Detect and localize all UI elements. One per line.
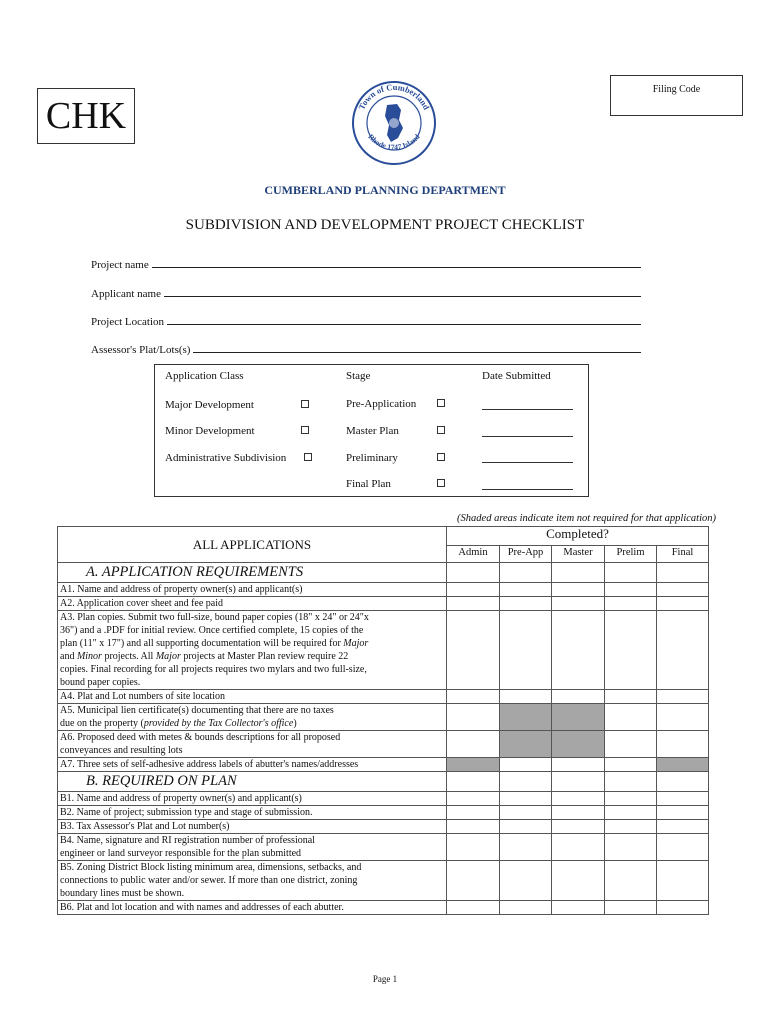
check-cell[interactable] — [552, 583, 605, 597]
item-a2: A2. Application cover sheet and fee paid — [58, 597, 447, 611]
check-cell[interactable] — [447, 806, 500, 820]
section-b-title: B. REQUIRED ON PLAN — [58, 772, 447, 792]
check-cell[interactable] — [552, 820, 605, 834]
check-cell[interactable] — [657, 901, 709, 915]
check-cell[interactable] — [500, 834, 552, 861]
a3-line: bound paper copies. — [60, 677, 141, 688]
table-row — [58, 901, 709, 915]
a3-italic: Major — [155, 651, 181, 662]
town-seal-logo — [351, 80, 437, 166]
shaded-cell — [552, 704, 605, 731]
check-cell[interactable] — [605, 583, 657, 597]
check-cell[interactable] — [657, 820, 709, 834]
check-cell[interactable] — [552, 758, 605, 772]
item-a4: A4. Plat and Lot numbers of site location — [58, 690, 447, 704]
check-cell[interactable] — [447, 861, 500, 901]
applicant-name-field[interactable] — [91, 284, 641, 300]
check-cell[interactable] — [552, 690, 605, 704]
check-cell[interactable] — [447, 597, 500, 611]
item-b3: B3. Tax Assessor's Plat and Lot number(s) — [58, 820, 447, 834]
a3-text: plan (11" x 17") and all supporting documentation will be required for — [60, 638, 344, 649]
department-name: CUMBERLAND PLANNING DEPARTMENT — [264, 183, 506, 197]
shaded-cell — [657, 758, 709, 772]
item-a6 — [58, 731, 447, 758]
stage-preapp-checkbox[interactable] — [437, 399, 445, 407]
a3-text: and — [60, 651, 77, 662]
applicant-name-label: Applicant name — [91, 288, 161, 300]
project-name-field[interactable] — [91, 255, 641, 271]
check-cell[interactable] — [657, 731, 709, 758]
prelim-header: Prelim — [605, 546, 657, 563]
table-row — [58, 792, 709, 806]
check-cell[interactable] — [605, 834, 657, 861]
stage-final-checkbox[interactable] — [437, 479, 445, 487]
table-row — [58, 731, 709, 758]
check-cell[interactable] — [500, 901, 552, 915]
item-a1: A1. Name and address of property owner(s) and applicant(s) — [58, 583, 447, 597]
application-class-header: Application Class — [165, 370, 244, 382]
table-header-row — [58, 527, 709, 546]
table-row — [58, 806, 709, 820]
table-row — [58, 704, 709, 731]
svg-text:Rhode 1747 Island: Rhode 1747 Island — [366, 132, 422, 152]
project-name-label: Project name — [91, 259, 149, 271]
check-cell[interactable] — [447, 820, 500, 834]
item-a5 — [58, 704, 447, 731]
check-cell[interactable] — [500, 792, 552, 806]
check-cell[interactable] — [447, 704, 500, 731]
b5-line: connections to public water and/or sewer. If more than one district, zoning — [60, 875, 358, 886]
a3-line: 36") and a .PDF for initial review. Once certified complete, 15 copies of the — [60, 625, 364, 636]
table-row — [58, 690, 709, 704]
class-minor-checkbox[interactable] — [301, 426, 309, 434]
class-major-label: Major Development — [165, 399, 254, 411]
check-cell[interactable] — [552, 861, 605, 901]
a5-text: ) — [293, 718, 297, 729]
check-cell[interactable] — [447, 792, 500, 806]
project-location-label: Project Location — [91, 316, 165, 328]
check-cell[interactable] — [447, 690, 500, 704]
check-cell[interactable] — [605, 861, 657, 901]
checklist-table — [57, 526, 709, 915]
class-minor-label: Minor Development — [165, 425, 255, 437]
check-cell[interactable] — [500, 806, 552, 820]
check-cell[interactable] — [552, 611, 605, 690]
stage-header: Stage — [346, 370, 371, 382]
check-cell[interactable] — [552, 834, 605, 861]
project-location-field[interactable] — [91, 312, 641, 328]
check-cell[interactable] — [657, 861, 709, 901]
assessors-plat-label: Assessor's Plat/Lots(s) — [91, 344, 191, 356]
a5-line: A5. Municipal lien certificate(s) documenting that there are no taxes — [60, 705, 334, 716]
check-cell[interactable] — [605, 690, 657, 704]
check-cell[interactable] — [657, 834, 709, 861]
filing-code-box[interactable] — [610, 75, 743, 116]
shaded-cell — [552, 731, 605, 758]
check-cell[interactable] — [605, 597, 657, 611]
check-cell[interactable] — [657, 792, 709, 806]
section-a-title: A. APPLICATION REQUIREMENTS — [58, 563, 447, 583]
check-cell[interactable] — [500, 690, 552, 704]
table-row — [58, 834, 709, 861]
b5-line: boundary lines must be shown. — [60, 888, 185, 899]
check-cell[interactable] — [552, 806, 605, 820]
section-a-row — [58, 563, 709, 583]
check-cell[interactable] — [500, 597, 552, 611]
a3-line — [60, 650, 444, 663]
check-cell[interactable] — [500, 583, 552, 597]
svg-text:Town of Cumberland: Town of Cumberland — [356, 81, 432, 112]
a3-line — [60, 637, 444, 650]
check-cell[interactable] — [657, 690, 709, 704]
assessors-plat-field[interactable] — [91, 340, 641, 356]
a-cell[interactable] — [605, 563, 657, 583]
master-header: Master — [552, 546, 605, 563]
chk-code: CHK — [45, 95, 127, 137]
preapp-header: Pre-App — [500, 546, 552, 563]
check-cell[interactable] — [447, 731, 500, 758]
date-preapp-line[interactable] — [482, 409, 573, 410]
date-prelim-line[interactable] — [482, 462, 573, 463]
check-cell[interactable] — [447, 901, 500, 915]
admin-header: Admin — [447, 546, 500, 563]
page-number: Page 1 — [372, 974, 398, 984]
table-row — [58, 861, 709, 901]
check-cell[interactable] — [605, 704, 657, 731]
stage-master-label: Master Plan — [346, 425, 399, 437]
stage-master-checkbox[interactable] — [437, 426, 445, 434]
check-cell[interactable] — [605, 792, 657, 806]
application-class-box — [154, 364, 589, 497]
check-cell[interactable] — [605, 611, 657, 690]
check-cell[interactable] — [500, 758, 552, 772]
class-admin-checkbox[interactable] — [304, 453, 312, 461]
table-row — [58, 583, 709, 597]
a-cell[interactable] — [447, 563, 500, 583]
table-row — [58, 758, 709, 772]
item-b6: B6. Plat and lot location and with names and addresses of each abutter. — [58, 901, 447, 915]
a-cell[interactable] — [500, 563, 552, 583]
stage-preapp-label: Pre-Application — [346, 398, 417, 410]
shaded-cell — [500, 704, 552, 731]
check-cell[interactable] — [605, 772, 657, 792]
chk-code-box — [37, 88, 135, 144]
a6-line: A6. Proposed deed with metes & bounds descriptions for all proposed — [60, 732, 341, 743]
check-cell[interactable] — [500, 820, 552, 834]
check-cell[interactable] — [605, 731, 657, 758]
check-cell[interactable] — [552, 901, 605, 915]
check-cell[interactable] — [552, 597, 605, 611]
date-submitted-header: Date Submitted — [482, 370, 551, 382]
shaded-cell — [500, 731, 552, 758]
item-a3 — [58, 611, 447, 690]
b4-line: B4. Name, signature and RI registration number of professional — [60, 835, 315, 846]
item-b1: B1. Name and address of property owner(s) and applicant(s) — [58, 792, 447, 806]
check-cell[interactable] — [605, 758, 657, 772]
page-title: SUBDIVISION AND DEVELOPMENT PROJECT CHECKLIST — [185, 217, 585, 233]
check-cell[interactable] — [605, 901, 657, 915]
final-header: Final — [657, 546, 709, 563]
check-cell[interactable] — [552, 792, 605, 806]
a-cell[interactable] — [552, 563, 605, 583]
stage-prelim-label: Preliminary — [346, 452, 398, 464]
stage-prelim-checkbox[interactable] — [437, 453, 445, 461]
shaded-cell — [447, 758, 500, 772]
check-cell[interactable] — [657, 772, 709, 792]
check-cell[interactable] — [500, 772, 552, 792]
b5-line: B5. Zoning District Block listing minimum area, dimensions, setbacks, and — [60, 862, 362, 873]
a5-text: due on the property ( — [60, 718, 144, 729]
a5-line — [60, 717, 444, 730]
check-cell[interactable] — [657, 806, 709, 820]
class-major-checkbox[interactable] — [301, 400, 309, 408]
class-admin-label: Administrative Subdivision — [165, 452, 287, 464]
a3-italic: Major — [343, 638, 369, 649]
item-b4 — [58, 834, 447, 861]
a3-line: A3. Plan copies. Submit two full-size, bound paper copies (18" x 24" or 24"x — [60, 612, 369, 623]
a-cell[interactable] — [657, 563, 709, 583]
check-cell[interactable] — [552, 772, 605, 792]
a5-italic: provided by the Tax Collector's office — [143, 718, 294, 729]
section-b-row — [58, 772, 709, 792]
date-master-line[interactable] — [482, 436, 573, 437]
check-cell[interactable] — [605, 806, 657, 820]
item-b2: B2. Name of project; submission type and stage of submission. — [58, 806, 447, 820]
check-cell[interactable] — [447, 772, 500, 792]
item-a7: A7. Three sets of self-adhesive address labels of abutter's names/addresses — [58, 758, 447, 772]
check-cell[interactable] — [657, 611, 709, 690]
date-final-line[interactable] — [482, 489, 573, 490]
check-cell[interactable] — [657, 597, 709, 611]
check-cell[interactable] — [657, 583, 709, 597]
shaded-areas-note: (Shaded areas indicate item not required for that application) — [457, 513, 716, 524]
check-cell[interactable] — [500, 611, 552, 690]
check-cell[interactable] — [605, 820, 657, 834]
b4-line: engineer or land surveyor responsible for the plan submitted — [60, 848, 302, 859]
item-b5 — [58, 861, 447, 901]
table-row — [58, 597, 709, 611]
a3-italic: Minor — [76, 651, 102, 662]
a3-text: projects at Master Plan review require 22 — [180, 651, 349, 662]
completed-header: Completed? — [447, 527, 709, 546]
check-cell[interactable] — [447, 834, 500, 861]
check-cell[interactable] — [657, 704, 709, 731]
table-row — [58, 820, 709, 834]
table-row — [58, 611, 709, 690]
stage-final-label: Final Plan — [346, 478, 391, 490]
a6-line: conveyances and resulting lots — [60, 745, 183, 756]
check-cell[interactable] — [447, 583, 500, 597]
all-applications-header: ALL APPLICATIONS — [58, 527, 447, 563]
filing-code-label: Filing Code — [652, 84, 701, 95]
check-cell[interactable] — [447, 611, 500, 690]
a3-line: copies. Final recording for all projects requires two mylars and two full-size, — [60, 664, 367, 675]
check-cell[interactable] — [500, 861, 552, 901]
a3-text: projects. All — [101, 651, 156, 662]
